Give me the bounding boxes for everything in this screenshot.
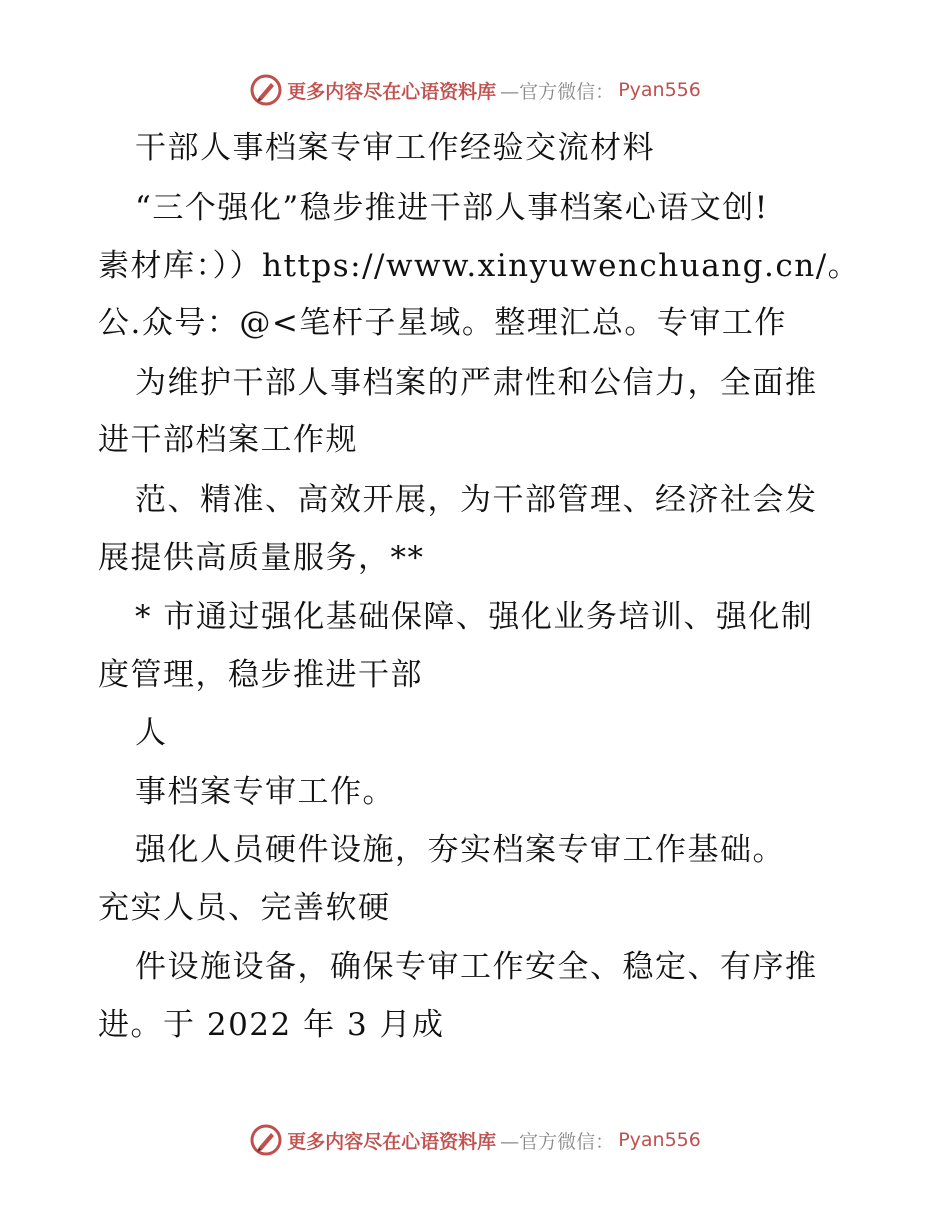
text-line: 事档案专审工作。 xyxy=(135,774,395,810)
footer-watermark-banner xyxy=(0,1120,950,1160)
text-line: 进。于 2022 年 3 月成 xyxy=(98,1007,445,1043)
text-line: 件设施设备，确保专审工作安全、稳定、有序推 xyxy=(135,949,818,985)
text-line: 人 xyxy=(135,715,168,751)
pen-logo-icon xyxy=(249,73,283,107)
text-line: 素材库：））https://www.xinyuwenchuang.cn/。 xyxy=(98,248,861,284)
text-line: 充实人员、完善软硬 xyxy=(98,890,391,926)
banner-library-text: 更多内容尽在心语资料库 xyxy=(287,80,497,103)
document-title: 干部人事档案专审工作经验交流材料 xyxy=(135,130,655,166)
banner-wechat-id: Pyan556 xyxy=(618,79,701,101)
text-line: 强化人员硬件设施，夯实档案专审工作基础。 xyxy=(135,832,785,868)
header-watermark-banner xyxy=(0,70,950,110)
banner-library-text: 更多内容尽在心语资料库 xyxy=(287,1130,497,1153)
text-line: 公.众号：@<笔杆子星域。整理汇总。专审工作 xyxy=(98,305,787,341)
text-line: “三个强化”稳步推进干部人事档案心语文创! xyxy=(135,190,769,226)
text-line: 为维护干部人事档案的严肃性和公信力，全面推 xyxy=(135,365,818,401)
banner-wechat-label: —官方微信： xyxy=(500,1130,615,1153)
text-line: * 市通过强化基础保障、强化业务培训、强化制 xyxy=(135,599,814,635)
text-line: 范、精准、高效开展，为干部管理、经济社会发 xyxy=(135,482,818,518)
pen-logo-icon xyxy=(249,1123,283,1157)
banner-wechat-id: Pyan556 xyxy=(618,1129,701,1151)
text-line: 展提供高质量服务，** xyxy=(98,540,425,576)
text-line: 进干部档案工作规 xyxy=(98,422,358,458)
text-line: 度管理，稳步推进干部 xyxy=(98,657,423,693)
banner-wechat-label: —官方微信： xyxy=(500,80,615,103)
